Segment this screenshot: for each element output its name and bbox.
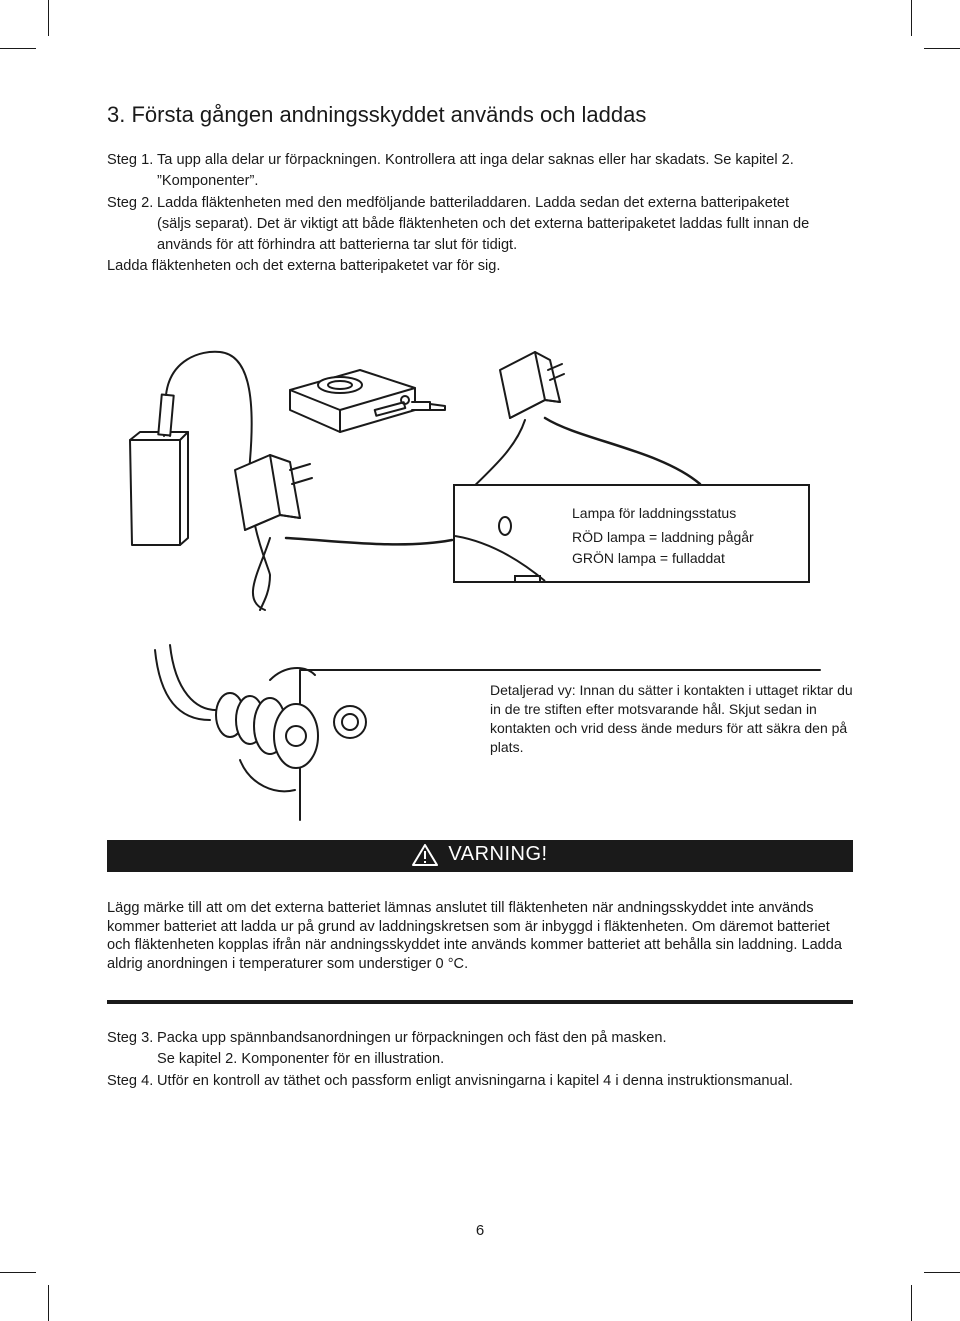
step-3-label: Steg 3. (107, 1030, 154, 1046)
crop-mark (48, 1285, 49, 1321)
status-lamp-detail-icon (455, 486, 565, 581)
warning-text: Lägg märke till att om det externa batteriet lämnas anslutet till fläktenheten när andningsskyddet inte används kommer batteriet att ladda ur på grund av laddningskretsen som är inbyggd i fläktenheten. Om däremot batteriet och fläktenheten kopplas ifrån när andningsskyddet inte används kommer batteriet att behålla sin laddning. Ladda aldrig anordningen i temperaturer som understiger 0 °C. (107, 900, 843, 972)
step-2 (107, 193, 867, 277)
crop-mark (924, 1272, 960, 1273)
crop-mark (911, 1285, 912, 1321)
callout-title: Lampa för laddningsstatus (572, 505, 737, 521)
power-adapter-icon (235, 455, 312, 610)
step-3 (107, 1028, 867, 1070)
step-2-label: Steg 2. (107, 195, 154, 211)
step-1 (107, 150, 867, 192)
step-3-text: Packa upp spännbandsanordningen ur förpackningen och fäst den på masken. (157, 1030, 667, 1046)
crop-mark (0, 48, 36, 49)
warning-triangle-icon (412, 844, 438, 866)
warning-banner (107, 840, 853, 872)
step-1-label: Steg 1. (107, 152, 154, 168)
crop-mark (924, 48, 960, 49)
step-2-text: Ladda fläktenheten med den medföljande batteriladdaren. Ladda sedan det externa batteripaketet (157, 195, 790, 211)
step-1-text-cont: ”Komponenter”. (157, 173, 259, 189)
callout-text (572, 503, 754, 569)
step-4-label: Steg 4. (107, 1073, 154, 1089)
callout-red: RÖD lampa = laddning pågår (572, 529, 754, 545)
step-2-text-cont2: används för att förhindra att batterierna tar slut för tidigt. (157, 237, 518, 253)
crop-mark (0, 1272, 36, 1273)
step-4 (107, 1071, 867, 1092)
callout-green: GRÖN lampa = fulladdat (572, 550, 725, 566)
step-4-text: Utför en kontroll av täthet och passform enligt anvisningarna i kapitel 4 i denna instruktionsmanual. (157, 1073, 793, 1089)
page-number: 6 (475, 1222, 485, 1239)
step-2-text-cont: (säljs separat). Det är viktigt att både fläktenheten och det externa batteripaketet laddas fullt innan de (157, 216, 810, 232)
warning-title: VARNING! (448, 843, 548, 865)
power-adapter-icon (460, 352, 564, 500)
detail-view-text: Detaljerad vy: Innan du sätter i kontakten i uttaget riktar du in de tre stiften efter motsvarande hål. Skjut sedan in kontakten och vrid dess ände medurs för att säkra den på plats. (490, 682, 853, 755)
charging-station-icon (290, 370, 445, 432)
section-title: 3. Första gången andningsskyddet används och laddas (107, 102, 647, 127)
crop-mark (48, 0, 49, 36)
charging-illustration (100, 340, 860, 840)
crop-mark (911, 0, 912, 36)
step-1-text: Ta upp alla delar ur förpackningen. Kontrollera att inga delar saknas eller har skadats. Se kapitel 2. (157, 152, 794, 168)
step-3-text-cont: Se kapitel 2. Komponenter för en illustration. (157, 1051, 445, 1067)
step-2-note: Ladda fläktenheten och det externa batteripaketet var för sig. (107, 258, 501, 274)
section-divider (107, 1000, 853, 1004)
